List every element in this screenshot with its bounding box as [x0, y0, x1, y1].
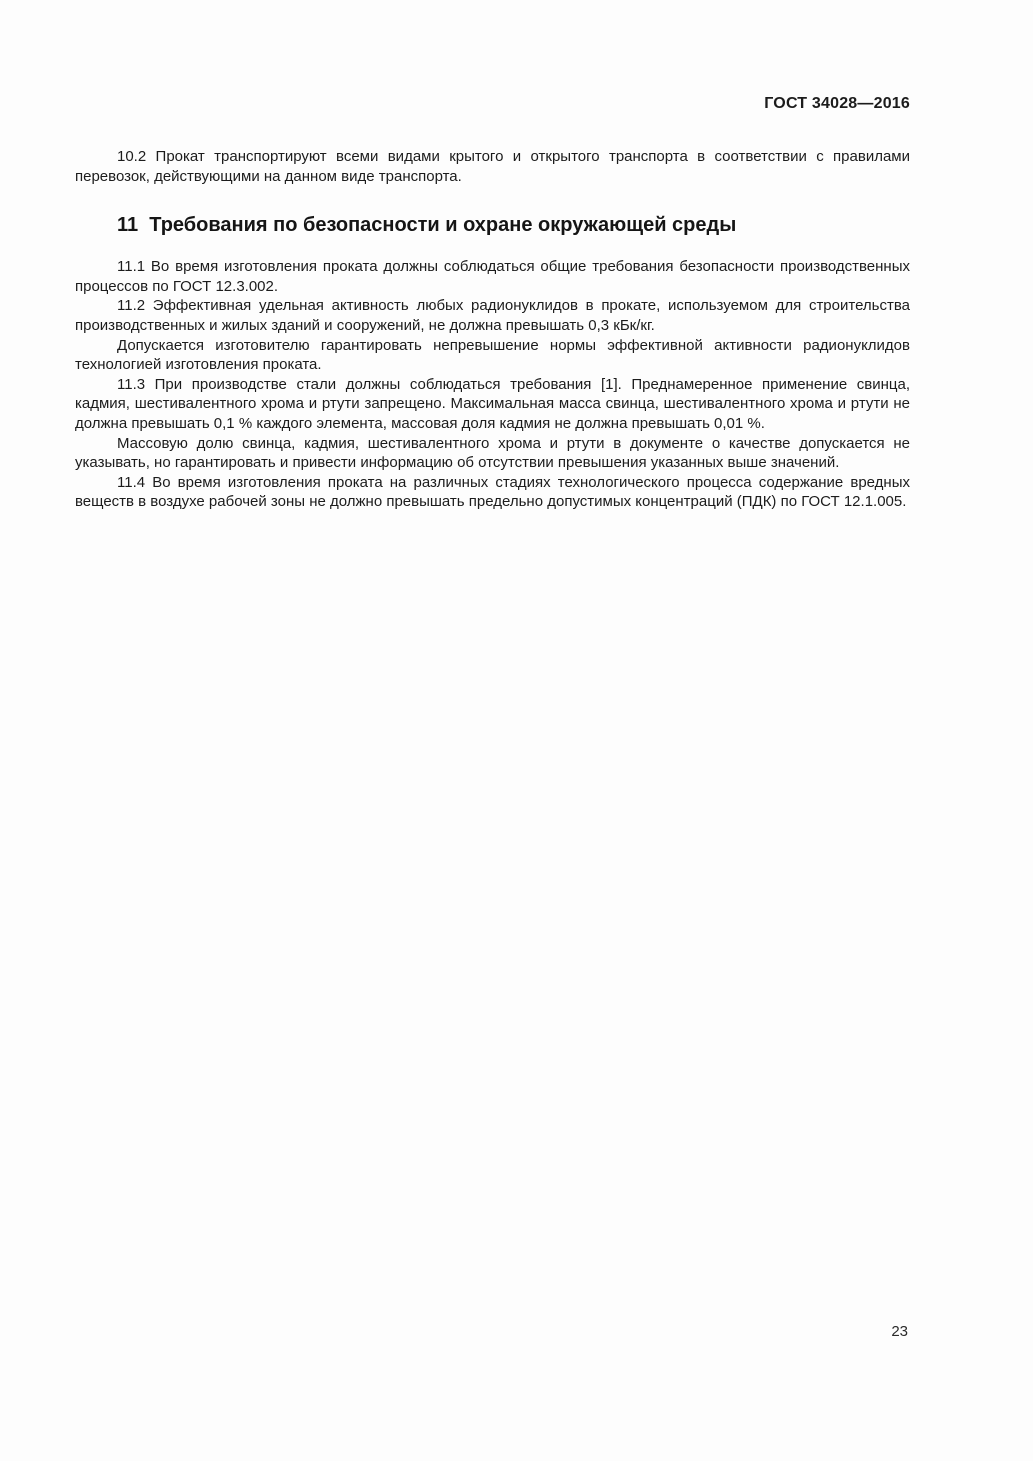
paragraph-11-2: 11.2 Эффективная удельная активность любых радионуклидов в прокате, используемом для строительства производственных и жилых зданий и сооружений, не должна превышать 0,3 кБк/кг. — [75, 297, 910, 334]
page-number: 23 — [891, 1323, 908, 1340]
paragraph-10-2: 10.2 Прокат транспортируют всеми видами крытого и открытого транспорта в соответствии с правилами перевозок, действующими на данном виде транспорта. — [75, 148, 910, 185]
document-code: ГОСТ 34028—2016 — [764, 95, 910, 112]
section-11-heading: 11 Требования по безопасности и охране окружающей среды — [117, 214, 737, 237]
paragraph-11-3-note: Массовую долю свинца, кадмия, шестивалентного хрома и ртути в документе о качестве допускается не указывать, но гарантировать и привести информацию об отсутствии превышения указанных выше значений. — [75, 434, 910, 472]
paragraph-11-1: 11.1 Во время изготовления проката должны соблюдаться общие требования безопасности производственных процессов по ГОСТ 12.3.002. — [75, 258, 910, 295]
paragraph-11-2-note: Допускается изготовителю гарантировать непревышение нормы эффективной активности радионуклидов технологией изготовления проката. — [75, 336, 910, 374]
paragraph-11-4: 11.4 Во время изготовления проката на различных стадиях технологического процесса содержание вредных веществ в воздухе рабочей зоны не должно превышать предельно допустимых концентраций (ПДК) по ГОСТ 12.1.005. — [75, 473, 910, 511]
page-header — [75, 0, 910, 113]
document-content — [75, 147, 910, 512]
paragraph-11-3: 11.3 При производстве стали должны соблюдаться требования [1]. Преднамеренное применение свинца, кадмия, шестивалентного хрома и ртути запрещено. Максимальная масса свинца, шестивалентного хрома и ртути не должна превышать 0,1 % каждого элемента, массовая доля кадмия не должна превышать 0,01 %. — [75, 375, 910, 432]
